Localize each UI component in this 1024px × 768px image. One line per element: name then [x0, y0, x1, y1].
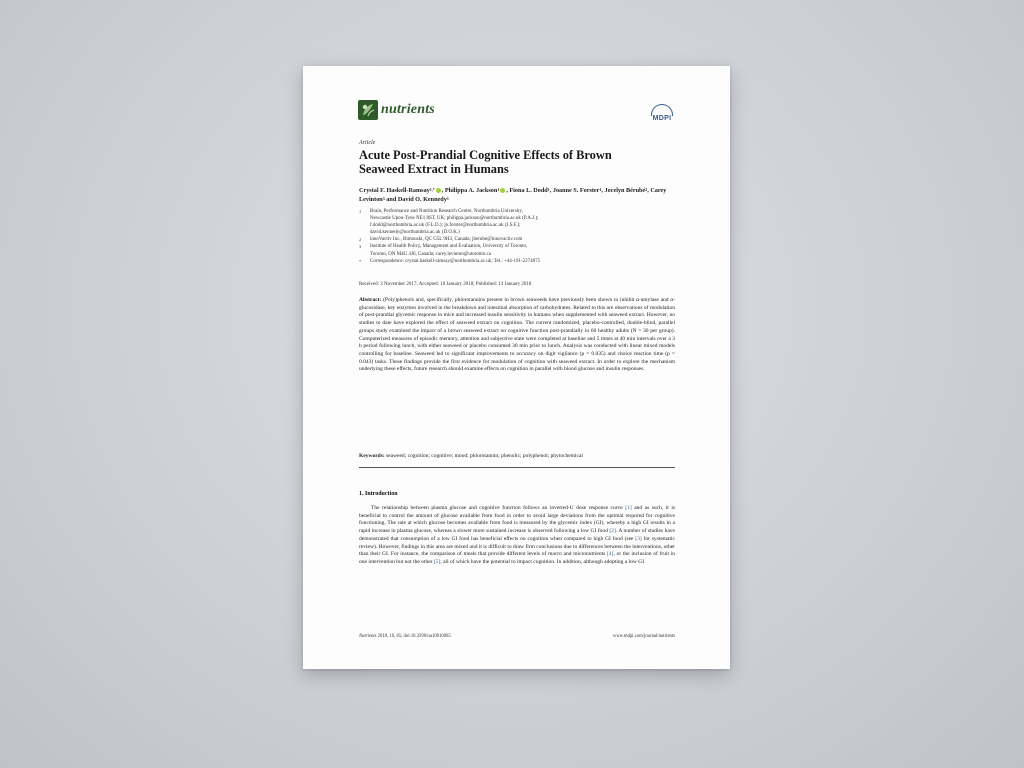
author-name: Carey Levinton: [359, 187, 667, 203]
footer-journal: Nutrients: [359, 634, 377, 639]
author-name: David O. Kennedy: [397, 196, 447, 203]
paper-page: [303, 66, 730, 669]
affiliation-line: Brain, Performance and Nutrition Research Centre, Northumbria University,: [370, 209, 523, 214]
reference-link[interactable]: [1]: [625, 505, 632, 511]
footer-citation-text: 2018, 10, 85; doi:10.3390/nu10010085: [376, 634, 451, 639]
affiliation-line: david.kennedy@northumbria.ac.uk (D.O.K.): [370, 230, 460, 236]
intro-text: , or the inclusion of fruit in one intervention but not the other: [359, 551, 676, 565]
author-name: Philippa A. Jackson: [444, 187, 498, 194]
affiliation-number: *: [359, 258, 362, 264]
author-affiliation-marker: 1: [497, 187, 500, 192]
affiliation-line: f.dodd@northumbria.ac.uk (F.L.D.); jo.forster@northumbria.ac.uk (J.S.F.);: [370, 223, 521, 229]
author-name: Crystal F. Haskell-Ramsay: [359, 187, 430, 194]
author-separator: and: [384, 196, 398, 203]
affiliation-number: 1: [359, 209, 362, 214]
reference-link[interactable]: [4]: [607, 551, 614, 558]
affiliation-number: 3: [359, 244, 362, 250]
author-affiliation-marker: 1: [446, 196, 449, 201]
author-separator: ,: [441, 187, 445, 194]
author-name: Joanne S. Forster: [552, 187, 600, 194]
author-separator: ,: [601, 187, 605, 194]
affiliation-line: Newcastle Upon-Tyne NE1 8ST, UK; philippa.jackson@northumbria.ac.uk (P.A.J.);: [370, 216, 539, 222]
intro-text: . A number of studies have demonstrated that consumption of a low GI food has beneficial effects on cognition when compared to high GI food (see: [359, 528, 675, 542]
abstract-label: Abstract:: [359, 297, 382, 303]
intro-paragraph: [359, 505, 675, 567]
author-name: Jocelyn Bérubé: [604, 187, 646, 194]
orcid-icon[interactable]: [500, 188, 505, 193]
publication-dates: Received: 3 November 2017; Accepted: 10 January 2018; Published: 13 January 2018: [359, 282, 532, 287]
nutrients-logo-icon: [358, 100, 378, 120]
journal-name: nutrients: [381, 102, 435, 117]
affiliation-line: Correspondence: crystal.haskell-ramsay@northumbria.ac.uk; Tel.: +44-191-2274875: [370, 258, 541, 264]
reference-link[interactable]: [3]: [635, 535, 642, 542]
affiliation-item: [359, 243, 689, 257]
article-type: Article: [359, 140, 376, 146]
reference-link[interactable]: [2]: [609, 528, 616, 535]
intro-text: ; all of which have the potential to impact cognition. In addition, although adopting a low GI: [440, 558, 645, 565]
affiliation-item: [359, 258, 689, 265]
affiliation-text: [370, 243, 527, 257]
affiliation-line: Toronto, ON M4G 4J6, Canada; carey.levinton@utoronto.ca: [370, 251, 491, 257]
author-affiliation-marker: 1: [547, 187, 550, 192]
author-separator: ,: [506, 187, 510, 194]
section-divider: [359, 467, 675, 468]
keywords: [359, 453, 675, 459]
abstract-text: (Poly)phenols and, specifically, phlorotannins present in brown seaweeds have previously been shown to inhibit α-amylase and α-glucosidase, key enzymes involved in the breakdown and intestinal absorption of carbohydrates. Related to this are observations of modulation of post-prandial glycemic response in mice and increased insulin sensitivity in humans when supplemented with seaweed extract. However, no studies to date have explored the effect of seaweed extract on cognition. The current randomized, placebo-controlled, double-blind, parallel groups study examined the impact of a brown seaweed extract on cognitive function post-prandially in 60 healthy adults (N = 30 per group). Computerized measures of episodic memory, attention and subjective state were completed at baseline and 5 times at 40 min intervals over a 3 h period following lunch, with either seaweed or placebo consumed 30 min prior to lunch. Analysis was conducted with linear mixed models controlling for baseline. Seaweed led to significant improvements to accuracy on digit vigilance (p = 0.035) and choice reaction time (p = 0.043) tasks. These findings provide the first evidence for modulation of cognition with seaweed extract. In order to explore the mechanism underlying these effects, future research should examine effects on cognition in parallel with blood glucose and insulin responses.: [359, 297, 676, 373]
affiliation-line: innoVactiv Inc., Rimouski, QC G5L 9H3, Canada; jberube@innovactiv.com: [370, 237, 523, 243]
affiliation-text: [370, 258, 540, 265]
journal-logo: [358, 100, 435, 120]
author-separator: ,: [549, 187, 553, 194]
publisher-logo: [651, 104, 673, 122]
footer-url[interactable]: www.mdpi.com/journal/nutrients: [612, 634, 675, 639]
affiliation-line: Institute of Health Policy, Management and Evaluation, University of Toronto,: [370, 244, 528, 250]
abstract: [359, 297, 675, 374]
intro-text: The relationship between plasma glucose and cognitive function follows an inverted-U dose response curve: [371, 505, 626, 511]
keywords-label: Keywords:: [359, 453, 385, 459]
affiliation-number: 2: [359, 237, 362, 243]
section-heading: 1. Introduction: [359, 491, 398, 497]
author-affiliation-marker: 1: [599, 187, 602, 192]
author-affiliation-marker: 2: [645, 187, 648, 192]
publisher-name: MDPI: [652, 115, 672, 122]
author-name: Fiona L. Dodd: [509, 187, 548, 194]
author-affiliation-marker: 3: [382, 196, 385, 201]
affiliation-item: [359, 208, 689, 236]
affiliation-text: [370, 208, 538, 236]
intro-text: for systematic review). However, findings in this area are mixed and it is difficult to draw firm conclusions due to differences between the interventions, other than their GI. For instance, the comparison of meals that provide different levels of macro and micronutrients: [359, 535, 675, 558]
footer-citation: [359, 634, 451, 639]
affiliation-text: [370, 236, 522, 243]
author-separator: ,: [647, 187, 651, 194]
author-affiliation-marker: 1,*: [429, 187, 435, 192]
reference-link[interactable]: [5]: [433, 558, 441, 565]
keywords-text: seaweed; cognition; cognitive; mood; phlorotannin; phenolic; polyphenol; phytochemical: [386, 453, 583, 459]
intro-text: and as such, it is beneficial to control the amount of glucose available from food in order to avoid large deviations from the optimal required for cognitive functioning. The rate at which glucose becomes available from food is measured by the glycemic index (GI), whereby a high GI results in a rapid increase in plasma glucose, whereas a slower more sustained increase is observed following a low GI food: [359, 505, 675, 535]
affiliations: [359, 208, 689, 265]
orcid-icon[interactable]: [436, 188, 441, 193]
affiliation-item: [359, 236, 689, 243]
author-list: [359, 186, 689, 204]
paper-title: Acute Post-Prandial Cognitive Effects of Brown Seaweed Extract in Humans: [359, 148, 612, 176]
